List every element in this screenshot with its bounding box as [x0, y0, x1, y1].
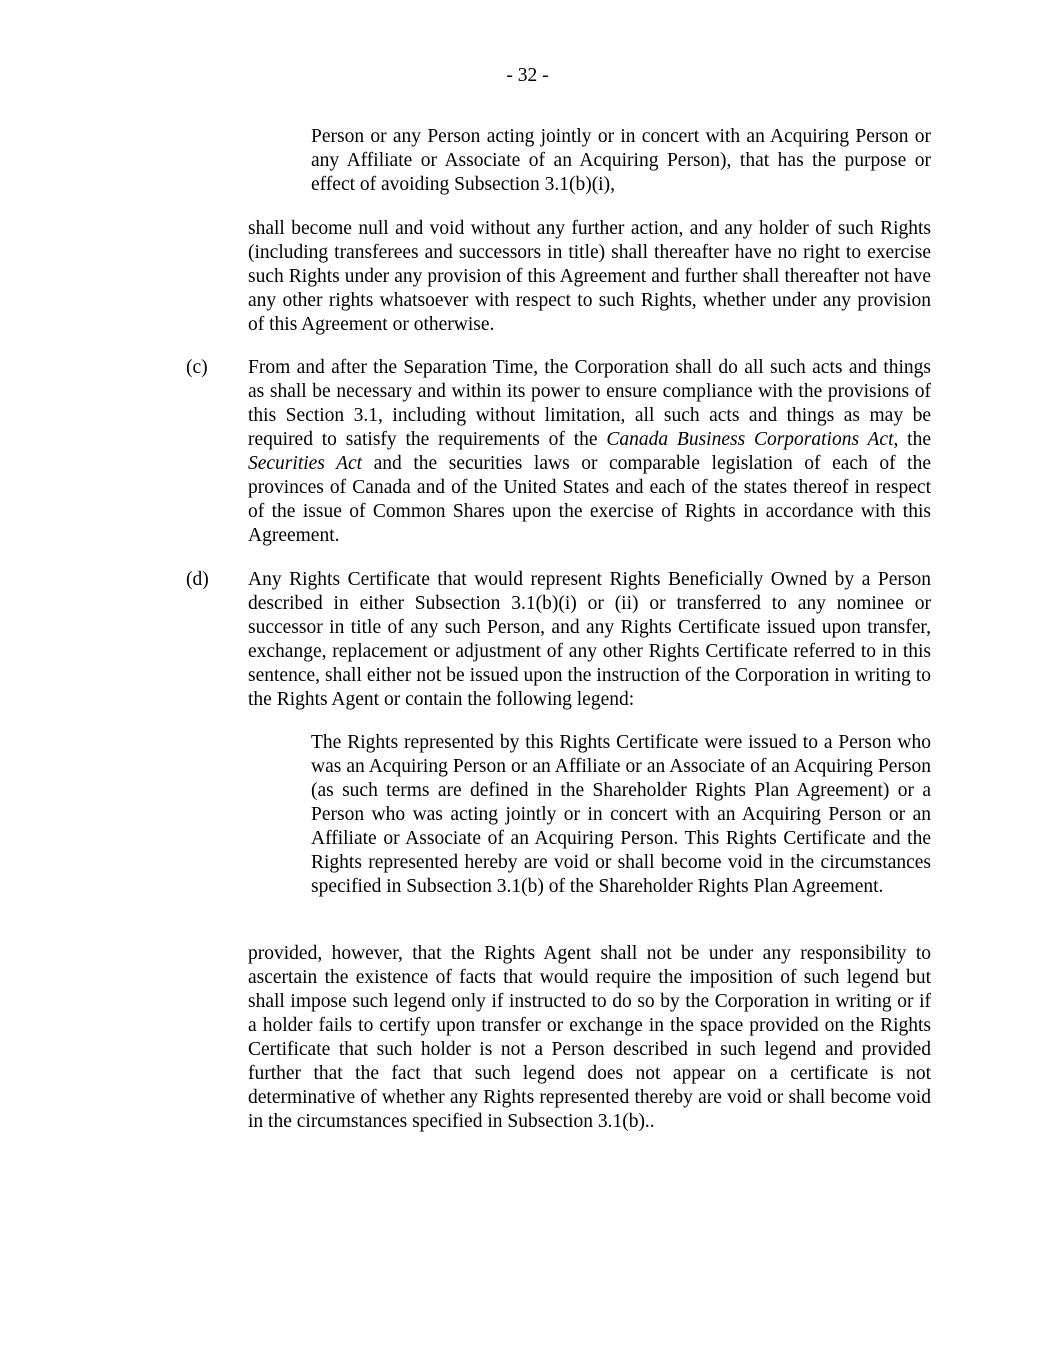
clause-d-text: Any Rights Certificate that would represent Rights Beneficially Owned by a Person described in either Subsection 3.1(b)(i) or (ii) or transferred to any nominee or successor in title of any such Person, and any Rights Certificate issued upon transfer, exchange, replacement or adjustment of any other Rights Certificate referred to in this sentence, shall either not be issued upon the instruction of the Corporation in writing to the Rights Agent or contain the following legend: [248, 569, 931, 710]
clause-c-italic-securities-act: Securities Act [248, 453, 363, 474]
clause-d-label: (d) [186, 569, 209, 590]
legend-paragraph: The Rights represented by this Rights Certificate were issued to a Person who was an Acquiring Person or an Affiliate or an Associate of an Acquiring Person (as such terms are defined in the Shareholder Rights Plan Agreement) or a Person who was acting jointly or in concert with an Acquiring Person or an Affiliate or Associate of an Acquiring Person. This Rights Certificate and the Rights represented hereby are void or shall become void in the circumstances specified in Subsection 3.1(b) of the Shareholder Rights Plan Agreement. [311, 732, 931, 897]
clause-c-text [248, 356, 931, 548]
clause-c-text-part-1: From and after the Separation Time, the Corporation shall do all such acts and things as shall be necessary and within its power to ensure compliance with the provisions of this Section 3.1, including without limitation, all such acts and things as may be required to satisfy the requirements of the [248, 357, 931, 450]
continuation-paragraph-1: shall become null and void without any further action, and any holder of such Rights (including transferees and successors in title) shall thereafter have no right to exercise such Rights under any provision of this Agreement and further shall thereafter not have any other rights whatsoever with respect to such Rights, whether under any provision of this Agreement or otherwise. [248, 218, 931, 335]
page-number: - 32 - [506, 65, 549, 86]
quoted-paragraph-top: Person or any Person acting jointly or in concert with an Acquiring Person or any Affiliate or Associate of an Acquiring Person), that has the purpose or effect of avoiding Subsection 3.1(b)(i), [311, 126, 931, 195]
clause-c-italic-cbca: Canada Business Corporations Act [606, 429, 894, 450]
clause-c-text-part-3: and the securities laws or comparable legislation of each of the provinces of Canada and of the United States and each of the states thereof in respect of the issue of Common Shares upon the exercise of Rights in accordance with this Agreement. [248, 453, 931, 546]
continuation-paragraph-2: provided, however, that the Rights Agent shall not be under any responsibility to ascertain the existence of facts that would require the imposition of such legend but shall impose such legend only if instructed to do so by the Corporation in writing or if a holder fails to certify upon transfer or exchange in the space provided on the Rights Certificate that such holder is not a Person described in such legend and provided further that the fact that such legend does not appear on a certificate is not determinative of whether any Rights represented thereby are void or shall become void in the circumstances specified in Subsection 3.1(b).. [248, 943, 931, 1132]
clause-c-text-part-2: , the [893, 429, 931, 450]
clause-c-label: (c) [186, 357, 208, 378]
